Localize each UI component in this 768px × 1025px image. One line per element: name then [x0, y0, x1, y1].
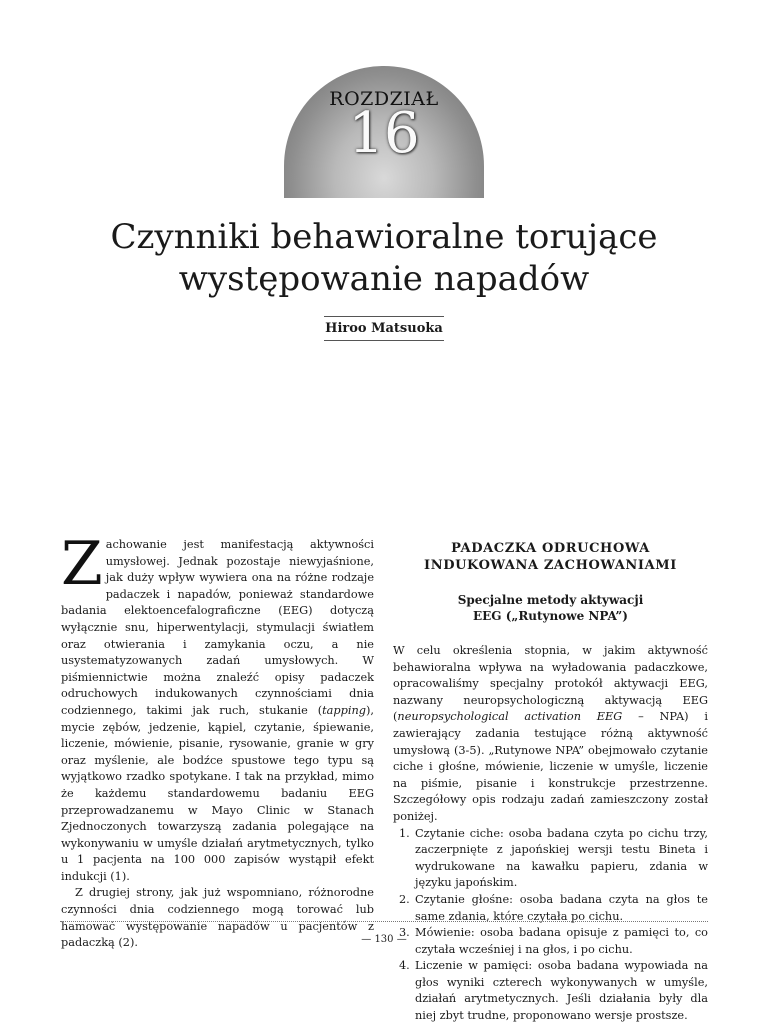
task-number: 3. — [399, 926, 410, 940]
chapter-number: 16 — [348, 101, 420, 166]
chapter-title — [60, 216, 708, 300]
task-text: Mówienie: osoba badana opisuje z pamięci to, co czytała wcześniej i na głos, i po cichu. — [415, 926, 708, 956]
chapter-label: ROZDZIAŁ — [329, 88, 439, 110]
page-number: — 130 — — [361, 934, 407, 945]
method-paragraph — [393, 643, 708, 826]
task-list-item — [393, 826, 708, 892]
task-text: Czytanie ciche: osoba badana czyta po cichu trzy, zaczerpnięte z japońskiej wersji testu Bineta i wydrukowane na kawałku papieru, zdania w języku japońskim. — [415, 826, 708, 890]
intro-italic-term: tapping — [322, 703, 366, 717]
intro-text-end: ), mycie zębów, jedzenie, kąpiel, czytanie, śpiewanie, liczenie, mówienie, pisanie, rysowanie, granie w gry oraz myślenie, ale bodźce spustowe tego typu są wyjątkowo rzadko spotykane. I tak na przykład, mimo że każdemu standardowemu badaniu EEG przeprowadzanemu w Mayo Clinic w Stanach Zjednoczonych towarzyszą zadania polegające na wykonywaniu w umyśle działań arytmetycznych, tylko u 1 pacjenta na 100 000 zapisów wystąpił efekt indukcji (1). — [61, 703, 374, 883]
method-text-end: – NPA) i zawierający zadania testujące różną aktywność umysłową (3-5). „Rutynowe NPA” obejmowało czytanie ciche i głośne, mówienie, liczenie w umyśle, liczenie na piśmie, pisanie i konstrukcje przestrzenne. Szczegółowy opis rodzaju zadań zamieszczony został poniżej. — [393, 710, 708, 823]
method-text: W celu określenia stopnia, w jakim aktywność behawioralna wpływa na wyładowania padaczkowe, opracowaliśmy specjalny protokół aktywacji EEG, nazwany neuropsychologiczną aktywacją EEG ( — [393, 644, 708, 724]
chapter-title-line-1: Czynniki behawioralne torujące — [110, 217, 658, 257]
task-number: 4. — [399, 959, 410, 973]
method-italic-term: neuropsychological activation EEG — [397, 710, 623, 724]
task-text: Liczenie w pamięci: osoba badana wypowiada na głos wyniki czterech wykonywanych w umyśle, działań arytmetycznych. Jeśli działania były dla niej zbyt trudne, proponowano wersje prostsze. — [415, 959, 708, 1023]
drop-cap: Z — [61, 529, 103, 599]
section-heading-line-2: INDUKOWANA ZACHOWANIAMI — [424, 558, 677, 573]
intro-text: achowanie jest manifestacją aktywności umysłowej. Jednak pozostaje niewyjaśnione, jak duży wpływ wywiera ona na różne rodzaje padaczek i napadów, ponieważ standardowe badania elektoencefalograficzne (EEG) dotyczą wyłącznie snu, hiperwentylacji, stymulacji światłem oraz otwierania i zamykania oczu, a nie usystematyzowanych zadań umysłowych. W piśmiennictwie można znaleźć opisy padaczek odruchowych indukowanych czynnościami dnia codziennego, takimi jak ruch, stukanie ( — [61, 538, 374, 717]
right-column — [393, 540, 708, 1025]
task-list — [393, 826, 708, 1025]
chapter-badge — [284, 66, 484, 198]
subsection-heading-line-1: Specjalne metody aktywacji — [457, 593, 644, 607]
author-name: Hiroo Matsuoka — [324, 316, 444, 341]
subsection-heading-line-2: EEG („Rutynowe NPA”) — [473, 609, 628, 623]
task-number: 2. — [399, 892, 410, 906]
task-number: 1. — [399, 826, 410, 840]
task-text: Czytanie głośne: osoba badana czyta na głos te same zdania, które czytała po cichu. — [415, 892, 708, 923]
footer-divider — [60, 921, 708, 922]
author-block — [0, 316, 768, 341]
subsection-heading — [393, 592, 708, 624]
task-list-item — [393, 958, 708, 1024]
left-column — [61, 529, 374, 952]
section-heading-line-1: PADACZKA ODRUCHOWA — [451, 541, 650, 556]
chapter-title-line-2: występowanie napadów — [178, 259, 590, 299]
second-paragraph: Z drugiej strony, jak już wspomniano, różnorodne czynności dnia codziennego mogą torować lub hamować występowanie napadów u pacjentów z padaczką (2). — [61, 886, 374, 950]
intro-paragraph — [61, 529, 374, 885]
section-heading — [393, 540, 708, 574]
